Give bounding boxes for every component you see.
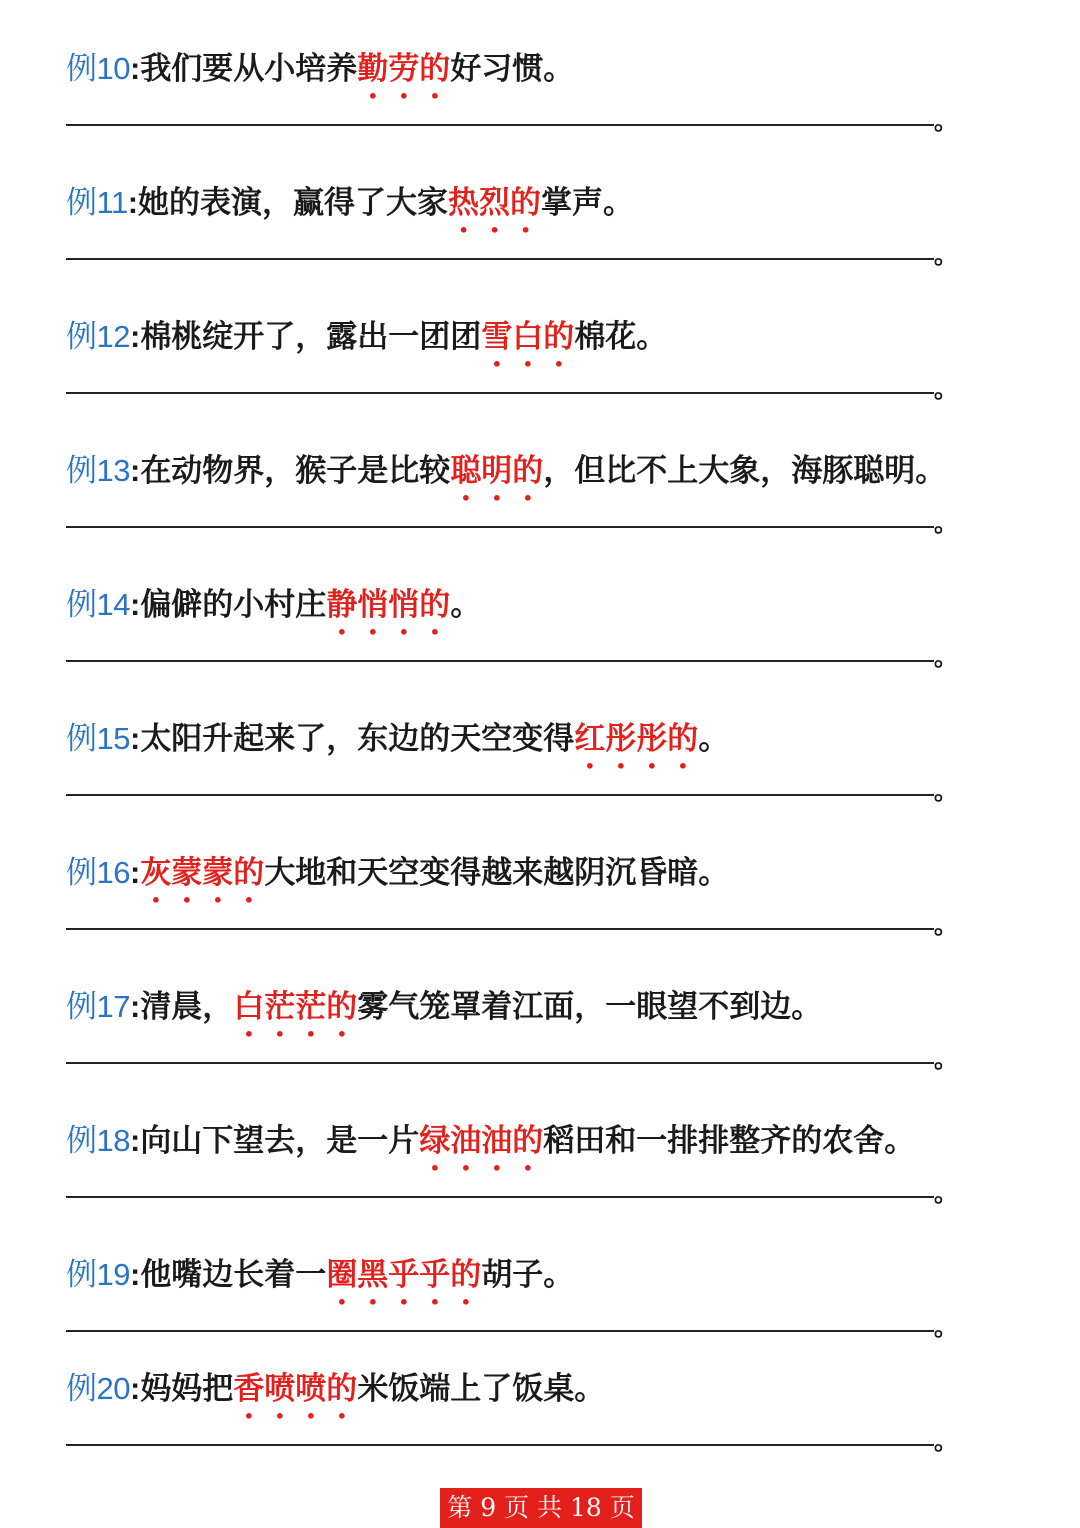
highlight-phrase: 红彤彤的	[574, 721, 699, 757]
highlight-phrase: 白茫茫的	[233, 989, 358, 1025]
answer-period: 。	[934, 241, 958, 269]
answer-period: 。	[934, 1427, 958, 1455]
answer-line[interactable]	[66, 794, 934, 796]
answer-period: 。	[934, 643, 958, 671]
sentence-after: 棉花。	[574, 319, 668, 355]
exercise-sentence	[66, 446, 946, 496]
label-colon: :	[129, 1371, 141, 1406]
highlight-phrase: 雪白的	[481, 319, 575, 355]
sentence-after: 好习惯。	[450, 51, 575, 87]
sentence-after: 雾气笼罩着江面，一眼望不到边。	[357, 989, 823, 1025]
exercise-sentence	[66, 44, 574, 94]
answer-line[interactable]	[66, 1196, 934, 1198]
exercise-item	[0, 178, 1080, 312]
answer-line[interactable]	[66, 526, 934, 528]
exercise-label: 例11	[66, 185, 128, 220]
exercise-item	[0, 1116, 1080, 1250]
answer-line[interactable]	[66, 660, 934, 662]
sentence-before: 清晨，	[140, 989, 234, 1025]
answer-period: 。	[934, 777, 958, 805]
sentence-before: 她的表演，赢得了大家	[138, 185, 449, 221]
exercise-sentence	[66, 580, 481, 630]
exercise-item	[0, 312, 1080, 446]
answer-period: 。	[934, 1179, 958, 1207]
exercise-item	[0, 848, 1080, 982]
sentence-before: 妈妈把	[140, 1371, 234, 1407]
exercise-sentence	[66, 312, 667, 362]
highlight-phrase: 绿油油的	[419, 1123, 544, 1159]
exercise-sentence	[66, 178, 634, 228]
sentence-before: 太阳升起来了，东边的天空变得	[140, 721, 575, 757]
exercise-item	[0, 44, 1080, 178]
answer-line[interactable]	[66, 392, 934, 394]
sentence-after: 。	[450, 587, 482, 623]
answer-period: 。	[934, 1045, 958, 1073]
highlight-phrase: 静悄悄的	[326, 587, 451, 623]
answer-line[interactable]	[66, 124, 934, 126]
sentence-after: 稻田和一排排整齐的农舍。	[543, 1123, 916, 1159]
answer-line[interactable]	[66, 1330, 934, 1332]
highlight-phrase: 聪明的	[450, 453, 544, 489]
label-colon: :	[129, 319, 141, 354]
exercise-label: 例18	[66, 1123, 130, 1158]
label-colon: :	[129, 1123, 141, 1158]
answer-period: 。	[934, 1313, 958, 1341]
sentence-before: 他嘴边长着一	[140, 1257, 327, 1293]
sentence-before: 我们要从小培养	[140, 51, 358, 87]
exercise-label: 例20	[66, 1371, 130, 1406]
sentence-before: 棉桃绽开了，露出一团团	[140, 319, 482, 355]
label-colon: :	[129, 721, 141, 756]
sentence-after: 。	[698, 721, 730, 757]
exercise-label: 例17	[66, 989, 130, 1024]
highlight-phrase: 香喷喷的	[233, 1371, 358, 1407]
label-colon: :	[129, 587, 141, 622]
label-colon: :	[129, 51, 141, 86]
answer-line[interactable]	[66, 258, 934, 260]
exercise-label: 例10	[66, 51, 130, 86]
exercise-item	[0, 714, 1080, 848]
exercise-sentence	[66, 848, 729, 898]
highlight-phrase: 灰蒙蒙的	[140, 855, 265, 891]
answer-period: 。	[934, 509, 958, 537]
answer-line[interactable]	[66, 1444, 934, 1446]
label-colon: :	[127, 185, 139, 220]
exercise-item	[0, 580, 1080, 714]
exercise-label: 例14	[66, 587, 130, 622]
sentence-before: 在动物界，猴子是比较	[140, 453, 451, 489]
exercise-item	[0, 1364, 1080, 1498]
label-colon: :	[129, 1257, 141, 1292]
highlight-phrase: 热烈的	[448, 185, 542, 221]
answer-period: 。	[934, 375, 958, 403]
label-colon: :	[129, 989, 141, 1024]
exercise-item	[0, 446, 1080, 580]
exercise-label: 例15	[66, 721, 130, 756]
exercise-item	[0, 982, 1080, 1116]
label-colon: :	[129, 453, 141, 488]
page-number-badge: 第 9 页 共 18 页	[440, 1488, 642, 1528]
exercise-label: 例13	[66, 453, 130, 488]
sentence-before: 偏僻的小村庄	[140, 587, 327, 623]
sentence-after: 米饭端上了饭桌。	[357, 1371, 606, 1407]
answer-period: 。	[934, 911, 958, 939]
exercise-sentence	[66, 714, 729, 764]
label-colon: :	[129, 855, 141, 890]
answer-line[interactable]	[66, 1062, 934, 1064]
highlight-phrase: 勤劳的	[357, 51, 451, 87]
exercise-sentence	[66, 1116, 915, 1166]
exercise-label: 例16	[66, 855, 130, 890]
sentence-after: 胡子。	[481, 1257, 575, 1293]
exercise-label: 例12	[66, 319, 130, 354]
exercise-sentence	[66, 1250, 574, 1300]
exercise-sentence	[66, 982, 822, 1032]
sentence-after: ，但比不上大象，海豚聪明。	[543, 453, 947, 489]
exercise-label: 例19	[66, 1257, 130, 1292]
sentence-before: 向山下望去，是一片	[140, 1123, 420, 1159]
answer-line[interactable]	[66, 928, 934, 930]
exercise-sentence	[66, 1364, 605, 1414]
answer-period: 。	[934, 107, 958, 135]
sentence-after: 掌声。	[541, 185, 635, 221]
sentence-after: 大地和天空变得越来越阴沉昏暗。	[264, 855, 730, 891]
highlight-phrase: 圈黑乎乎的	[326, 1257, 482, 1293]
